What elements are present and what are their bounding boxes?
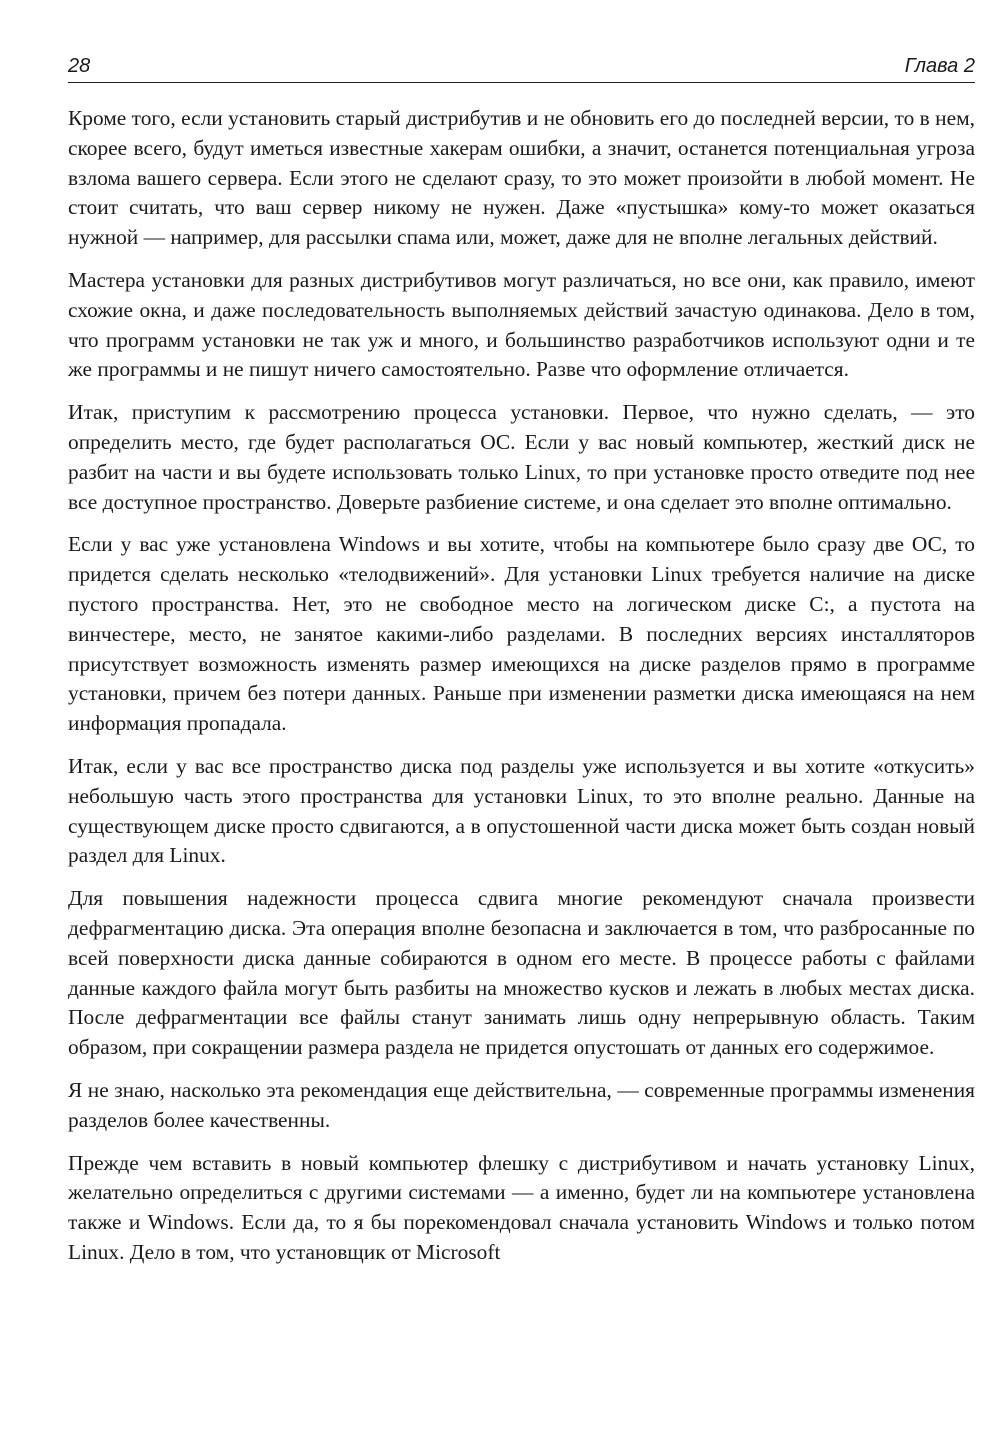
paragraph: Мастера установки для разных дистрибутивов могут различаться, но все они, как правило, имеют схожие окна, и даже последовательность выполняемых действий зачастую одинакова. Дело в том, что программ установки не так уж и много, и большинство разработчиков используют одни и те же программы и не пишут ничего самостоятельно. Разве что оформление отличается. [68, 267, 975, 382]
paragraph: Я не знаю, насколько эта рекомендация еще действительна, — современные программы изменения разделов более качественны. [68, 1077, 975, 1132]
paragraph: Прежде чем вставить в новый компьютер флешку с дистрибутивом и начать установку Linux, желательно определиться с другими системами — а именно, будет ли на компьютере установлена также и Windows. Если да, то я бы порекомендовал сначала установить Windows и только потом Linux. Дело в том, что установщик от Microsoft [68, 1150, 975, 1264]
running-header [68, 52, 975, 83]
paragraph: Если у вас уже установлена Windows и вы хотите, чтобы на компьютере было сразу две ОС, то придется сделать несколько «телодвижений». Для установки Linux требуется наличие на диске пустого пространства. Нет, это не свободное место на логическом диске C:, а пустота на винчестере, место, не занятое какими-либо разделами. В последних версиях инсталляторов присутствует возможность изменять размер имеющихся на диске разделов прямо в программе установки, причем без потери данных. Раньше при изменении разметки диска имеющаяся на нем информация пропадала. [68, 532, 975, 736]
paragraph: Для повышения надежности процесса сдвига многие рекомендуют сначала произвести дефрагментацию диска. Эта операция вполне безопасна и заключается в том, что разбросанные по всей поверхности диска данные собираются в одном его месте. В процессе работы с файлами данные каждого файла могут быть разбиты на множество кусков и лежать в любых местах диска. После дефрагментации все файлы станут занимать лишь одну непрерывную область. Таким образом, при сокращении размера раздела не придется опустошать от данных его содержимое. [68, 886, 975, 1060]
paragraph: Кроме того, если установить старый дистрибутив и не обновить его до последней версии, то в нем, скорее всего, будут иметься известные хакерам ошибки, а значит, останется потенциальная угроза взлома вашего сервера. Если этого не сделают сразу, то это может произойти в любой момент. Не стоит считать, что ваш сервер никому не нужен. Даже «пустышка» кому-то может оказаться нужной — например, для рассылки спама или, может, даже для не вполне легальных действий. [68, 106, 975, 250]
paragraph: Итак, если у вас все пространство диска под разделы уже используется и вы хотите «откусить» небольшую часть этого пространства для установки Linux, то это вполне реально. Данные на существующем диске просто сдвигаются, а в опустошенной части диска может быть создан новый раздел для Linux. [68, 753, 975, 868]
page-number: 28 [68, 55, 91, 77]
body-text [68, 104, 975, 1281]
paragraph: Итак, приступим к рассмотрению процесса установки. Первое, что нужно сделать, — это определить место, где будет располагаться ОС. Если у вас новый компьютер, жесткий диск не разбит на части и вы будете использовать только Linux, то при установке просто отведите под нее все доступное пространство. Доверьте разбиение системе, и она сделает это вполне оптимально. [68, 400, 975, 514]
chapter-title: Глава 2 [904, 55, 975, 77]
